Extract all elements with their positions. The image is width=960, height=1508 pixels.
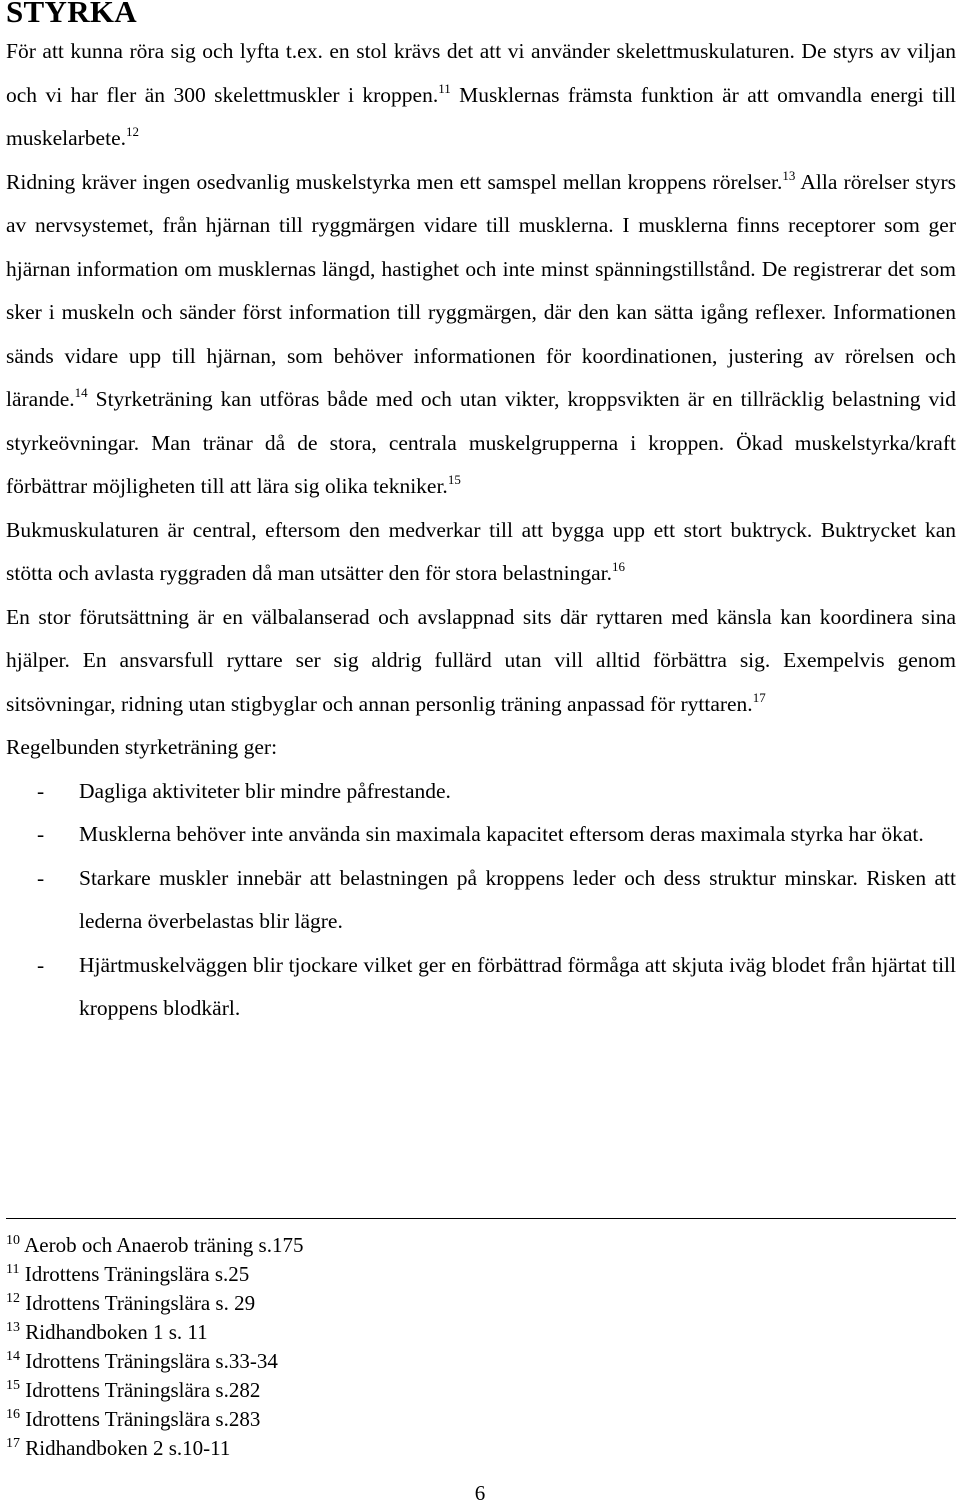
footnote-ref: 11 <box>438 80 451 96</box>
paragraph-text: En stor förutsättning är en välbalanserad och avslappnad sits där ryttaren med känsla kan koordinera sina hjälper. En ansvarsfull ryttare ser sig aldrig fullärd utan vill alltid förbättra sig. Exempelvis genom sitsövningar, ridning utan stigbyglar och annan personlig träning anpassad för ryttaren. <box>6 604 956 716</box>
paragraph <box>6 509 956 596</box>
footnote-number: 12 <box>6 1291 20 1306</box>
footnote <box>6 1434 303 1463</box>
footnote-number: 17 <box>6 1436 20 1451</box>
footnote-ref: 15 <box>447 472 461 487</box>
footnote <box>6 1318 303 1347</box>
footnote <box>6 1231 303 1260</box>
footnote-text: Idrottens Träningslära s.283 <box>20 1407 261 1431</box>
footnote-text: Idrottens Träningslära s. 29 <box>20 1291 256 1315</box>
footnote-number: 15 <box>6 1378 20 1393</box>
paragraph-text: För att kunna röra sig och lyfta t.ex. en stol krävs det att vi använder skelettmuskulaturen. De styrs av viljan och vi har fler än 300 skelettmuskler i kroppen. <box>6 39 956 107</box>
list-item <box>6 770 956 814</box>
list-item <box>6 857 956 944</box>
footnote-text: Ridhandboken 1 s. 11 <box>20 1320 208 1344</box>
footnote <box>6 1260 303 1289</box>
footnote-number: 11 <box>6 1262 20 1277</box>
paragraph <box>6 30 956 161</box>
list-bullet: - <box>37 778 45 803</box>
footnote-list <box>6 1231 303 1463</box>
paragraph-text: Regelbunden styrketräning ger: <box>6 735 278 759</box>
paragraph-text: Alla rörelser styrs av nervsystemet, från hjärnan till ryggmärgen vidare till musklerna. I musklerna finns receptorer som ger hjärnan information om musklernas längd, hastighet och inte minst spänningstillstånd. De registrerar det som sker i muskeln och sänder först information till ryggmärgen, där den kan sätta igång reflexer. Informationen sänds vidare upp till hjärnan, som behöver informationen för koordinationen, justering av rörelsen och lärande. <box>6 169 956 411</box>
footnote-number: 16 <box>6 1407 20 1422</box>
footnote <box>6 1347 303 1376</box>
paragraph <box>6 161 956 509</box>
footnote-ref: 13 <box>782 167 796 183</box>
footnote-number: 13 <box>6 1320 20 1335</box>
footnote-text: Ridhandboken 2 s.10-11 <box>20 1436 231 1460</box>
footnote-ref: 14 <box>74 385 88 400</box>
footnote-divider <box>6 1218 956 1219</box>
footnote-number: 14 <box>6 1349 20 1364</box>
body-text <box>6 30 956 1031</box>
paragraph-text: Musklernas främsta funktion är att omvandla energi till muskelarbete. <box>6 82 956 150</box>
paragraph <box>6 726 956 770</box>
list-item-text: Starkare muskler innebär att belastningen på kroppens leder och dess struktur minskar. Risken att lederna överbelastas blir lägre. <box>79 865 956 933</box>
benefit-list <box>6 770 956 1031</box>
paragraph-text: Styrketräning kan utföras både med och utan vikter, kroppsvikten är en tillräcklig belastning vid styrkeövningar. Man tränar då de stora, centrala muskelgrupperna i kroppen. Ökad muskelstyrka/kraft förbättrar möjligheten till att lära sig olika tekniker. <box>6 387 956 498</box>
paragraph-list <box>6 30 956 770</box>
footnote-text: Idrottens Träningslära s.25 <box>19 1262 250 1286</box>
footnote-ref: 17 <box>752 689 766 705</box>
paragraph <box>6 596 956 727</box>
list-item-text: Dagliga aktiviteter blir mindre påfrestande. <box>79 778 451 803</box>
footnote-text: Idrottens Träningslära s.282 <box>20 1378 261 1402</box>
footnote-text: Idrottens Träningslära s.33-34 <box>20 1349 278 1373</box>
page-number: 6 <box>474 1481 486 1505</box>
footnote-ref: 16 <box>611 559 625 574</box>
paragraph-text: Bukmuskulaturen är central, eftersom den medverkar till att bygga upp ett stort buktryck. Buktrycket kan stötta och avlasta ryggraden då man utsätter den för stora belastningar. <box>6 517 956 585</box>
page-title: STYRKA <box>6 0 137 29</box>
footnote-number: 10 <box>6 1233 20 1248</box>
list-item-text: Musklerna behöver inte använda sin maximala kapacitet eftersom deras maximala styrka har ökat. <box>79 822 924 846</box>
footnote <box>6 1405 303 1434</box>
list-bullet: - <box>37 822 45 846</box>
list-bullet: - <box>37 952 45 977</box>
list-item <box>6 813 956 857</box>
footnote-ref: 12 <box>126 124 139 139</box>
footnote <box>6 1289 303 1318</box>
list-bullet: - <box>37 865 45 890</box>
list-item-text: Hjärtmuskelväggen blir tjockare vilket ger en förbättrad förmåga att skjuta iväg blodet från hjärtat till kroppens blodkärl. <box>79 952 956 1020</box>
footnote <box>6 1376 303 1405</box>
footnote-text: Aerob och Anaerob träning s.175 <box>20 1233 304 1257</box>
paragraph-text: Ridning kräver ingen osedvanlig muskelstyrka men ett samspel mellan kroppens rörelser. <box>6 169 783 194</box>
list-item <box>6 944 956 1031</box>
